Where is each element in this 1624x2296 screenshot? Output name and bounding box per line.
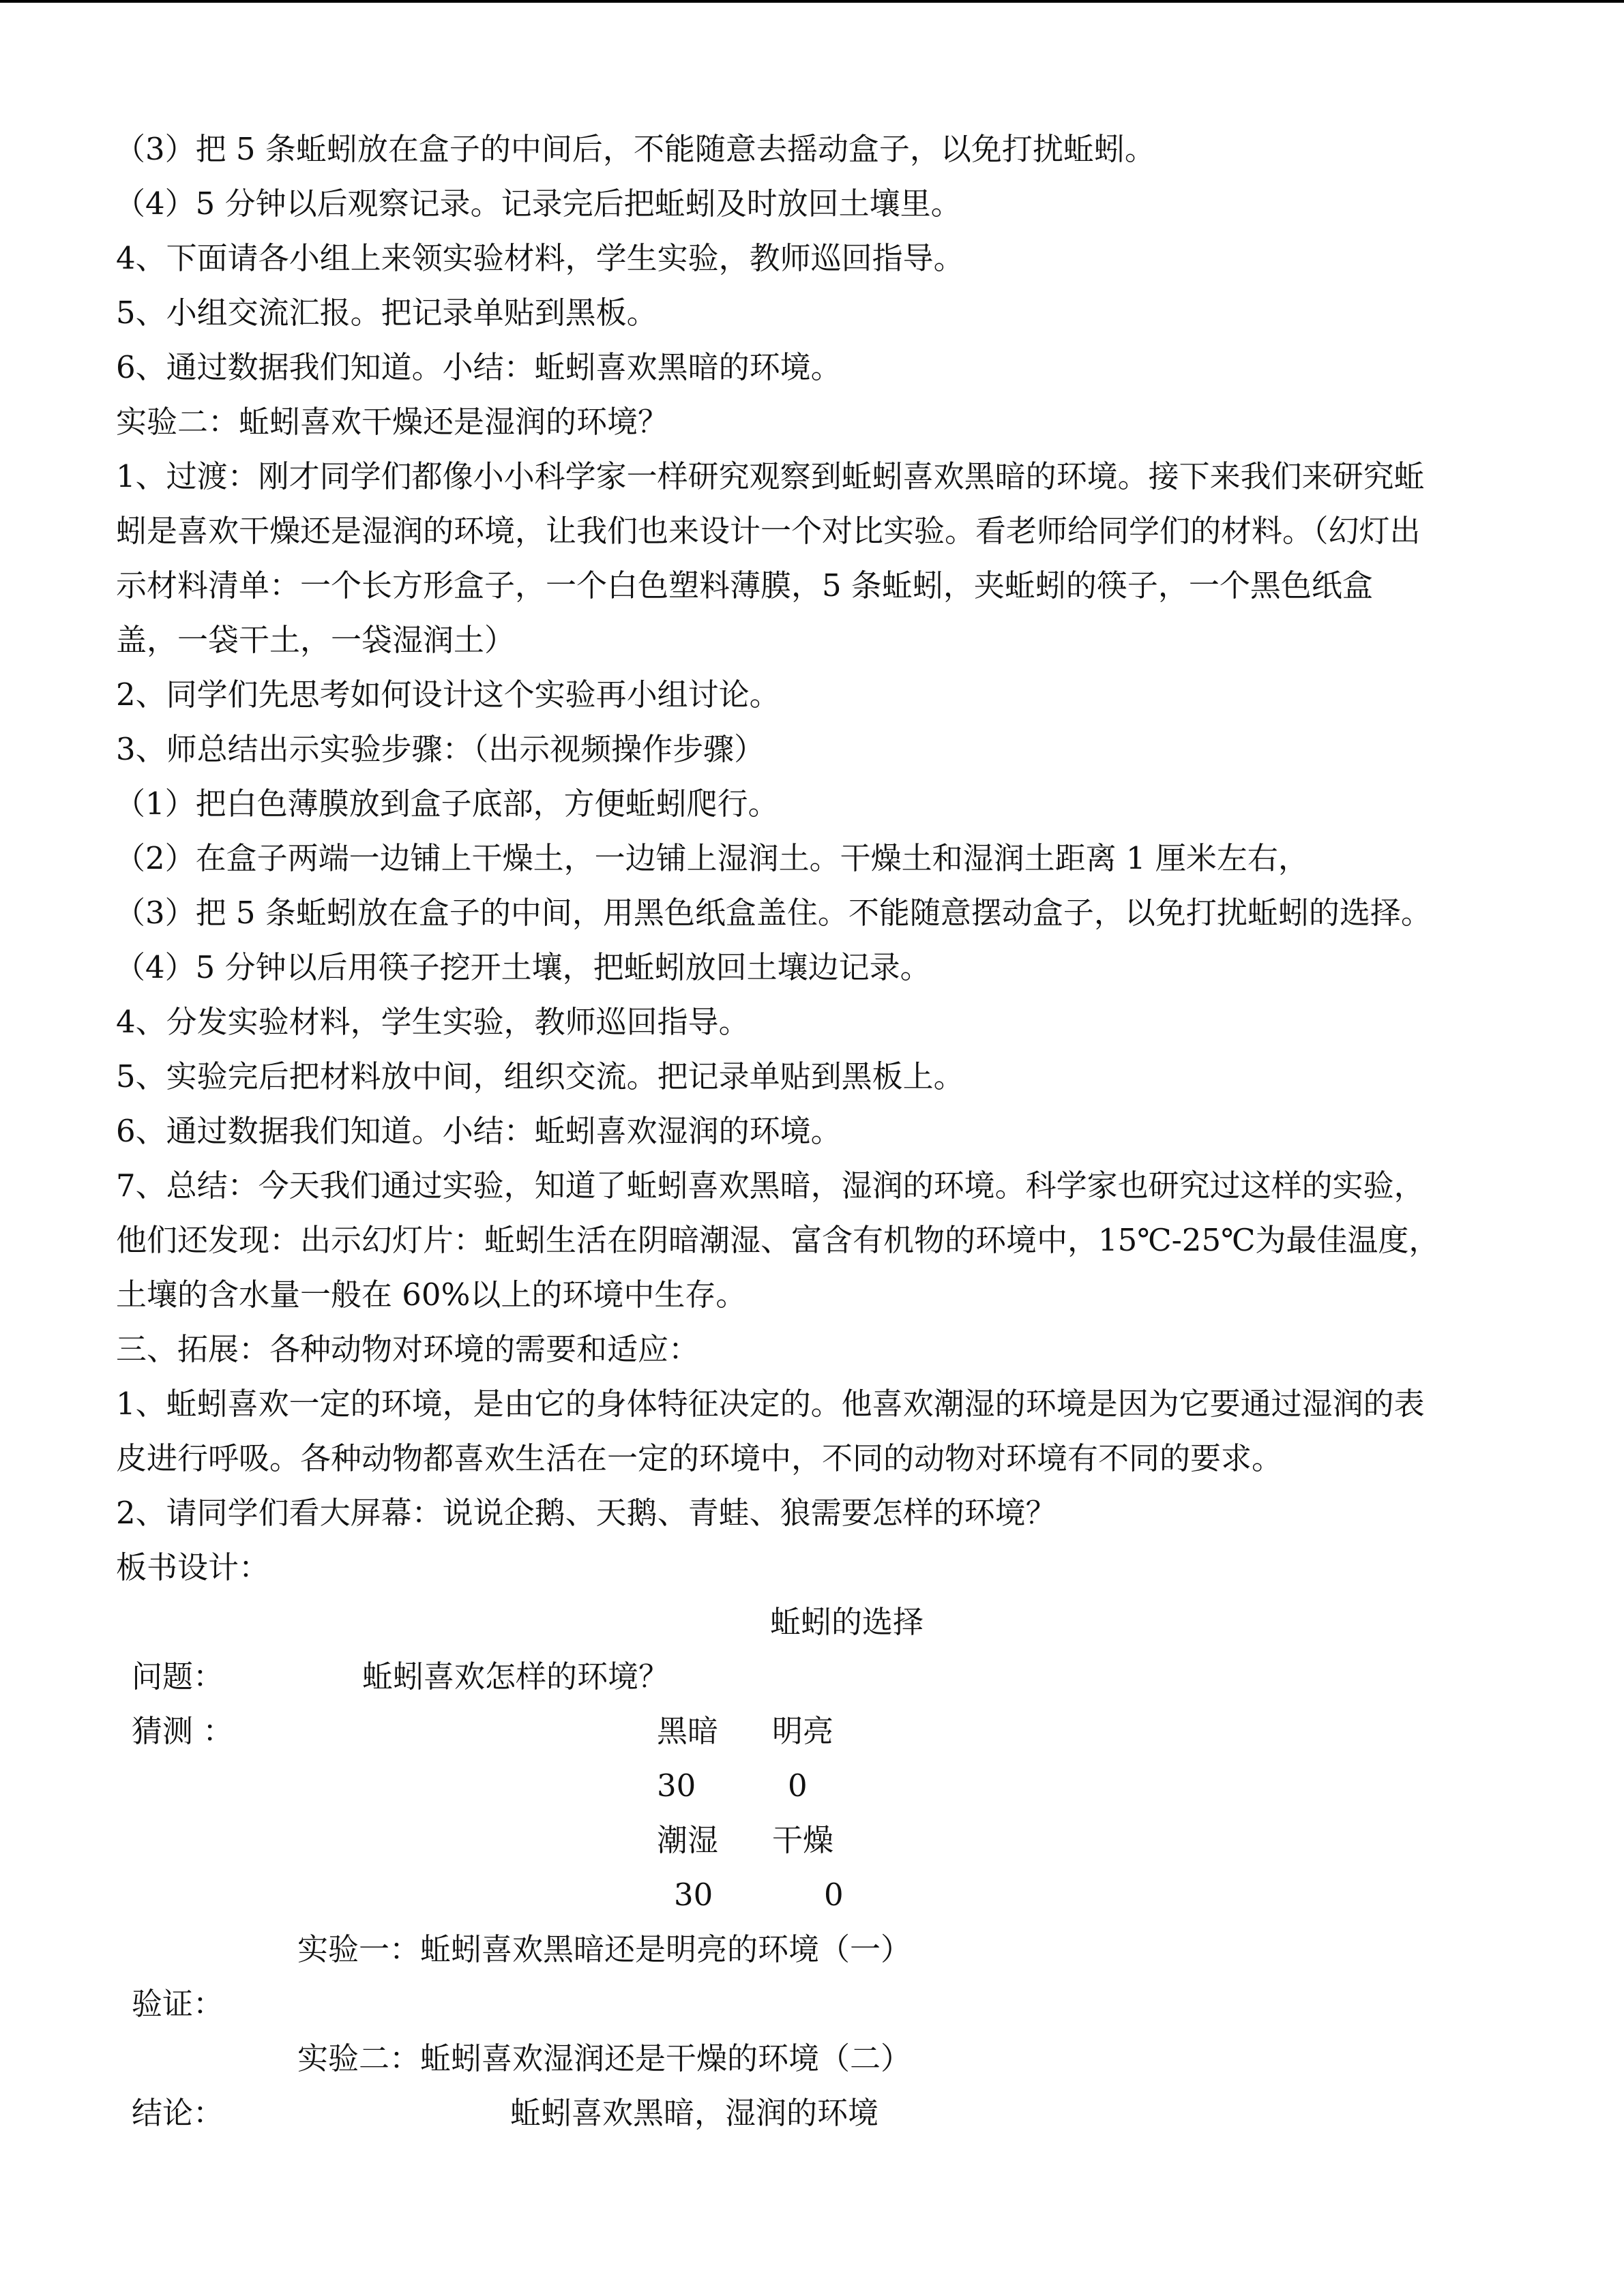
heading-extension: 三、拓展：各种动物对环境的需要和适应：	[116, 1331, 700, 1367]
step-3-release-worms: （3）把 5 条蚯蚓放在盒子的中间后，不能随意去摇动盒子，以免打扰蚯蚓。	[115, 131, 1155, 167]
para-teacher-steps: 3、师总结出示实验步骤：（出示视频操作步骤）	[116, 731, 765, 767]
para-conclusion-1: 7、总结：今天我们通过实验，知道了蚯蚓喜欢黑暗，湿润的环境。科学家也研究过这样的实验，	[116, 1167, 1425, 1204]
heading-board-design: 板书设计：	[116, 1549, 270, 1585]
experiment-two: 实验二：蚯蚓喜欢湿润还是干燥的环境（二）	[297, 2040, 912, 2076]
para-transition-4: 盖，一袋干土，一袋湿润土）	[116, 622, 516, 658]
guess-dry: 干燥	[772, 1822, 834, 1858]
para-distribute-materials: 4、下面请各小组上来领实验材料，学生实验，教师巡回指导。	[116, 240, 964, 276]
para-conclusion-2: 他们还发现：出示幻灯片：蚯蚓生活在阴暗潮湿、富含有机物的环境中，15℃-25℃为最佳温度，	[116, 1222, 1440, 1258]
dry-count: 0	[824, 1877, 844, 1913]
para-conclusion-3: 土壤的含水量一般在 60%以上的环境中生存。	[116, 1277, 747, 1313]
para-extension-3: 2、请同学们看大屏幕：说说企鹅、天鹅、青蛙、狼需要怎样的环境？	[116, 1495, 1057, 1531]
page-top-border	[0, 0, 1624, 3]
bright-count: 0	[788, 1768, 808, 1804]
guess-bright: 明亮	[772, 1713, 834, 1749]
step-4-dig-record: （4）5 分钟以后用筷子挖开土壤，把蚯蚓放回土壤边记录。	[115, 949, 931, 985]
conclusion-text: 蚯蚓喜欢黑暗，湿润的环境	[510, 2095, 879, 2131]
guess-label: 猜测 ：	[132, 1713, 234, 1749]
para-transition-1: 1、过渡：刚才同学们都像小小科学家一样研究观察到蚯蚓喜欢黑暗的环境。接下来我们来研究蚯	[116, 458, 1425, 494]
heading-experiment-two: 实验二：蚯蚓喜欢干燥还是湿润的环境？	[116, 404, 669, 440]
wet-count: 30	[674, 1877, 713, 1913]
dark-count: 30	[657, 1768, 696, 1804]
para-exchange: 5、实验完后把材料放中间，组织交流。把记录单贴到黑板上。	[116, 1058, 964, 1094]
para-design-discussion: 2、同学们先思考如何设计这个实验再小组讨论。	[116, 676, 780, 713]
step-4-observe-record: （4）5 分钟以后观察记录。记录完后把蚯蚓及时放回土壤里。	[115, 185, 962, 222]
para-extension-2: 皮进行呼吸。各种动物都喜欢生活在一定的环境中，不同的动物对环境有不同的要求。	[116, 1440, 1283, 1476]
question-text: 蚯蚓喜欢怎样的环境？	[362, 1658, 670, 1695]
verify-label: 验证：	[132, 1986, 224, 2022]
para-extension-1: 1、蚯蚓喜欢一定的环境，是由它的身体特征决定的。他喜欢潮湿的环境是因为它要通过湿润的表	[116, 1386, 1425, 1422]
para-experiment-materials: 4、分发实验材料，学生实验，教师巡回指导。	[116, 1004, 750, 1040]
para-transition-3: 示材料清单：一个长方形盒子，一个白色塑料薄膜，5 条蚯蚓，夹蚯蚓的筷子，一个黑色纸盒	[116, 567, 1373, 603]
board-title: 蚯蚓的选择	[770, 1604, 924, 1640]
step-2-soil: （2）在盒子两端一边铺上干燥土，一边铺上湿润土。干燥土和湿润土距离 1 厘米左右，	[115, 840, 1309, 876]
guess-dark: 黑暗	[657, 1713, 719, 1749]
question-label: 问题：	[132, 1658, 224, 1695]
para-group-report: 5、小组交流汇报。把记录单贴到黑板。	[116, 295, 658, 331]
para-transition-2: 蚓是喜欢干燥还是湿润的环境，让我们也来设计一个对比实验。看老师给同学们的材料。（幻灯出	[116, 513, 1421, 549]
experiment-one: 实验一：蚯蚓喜欢黑暗还是明亮的环境（一）	[297, 1931, 912, 1967]
guess-wet: 潮湿	[657, 1822, 719, 1858]
conclusion-label: 结论：	[132, 2095, 224, 2131]
step-1-film: （1）把白色薄膜放到盒子底部，方便蚯蚓爬行。	[115, 786, 779, 822]
para-summary-dark: 6、通过数据我们知道。小结：蚯蚓喜欢黑暗的环境。	[116, 349, 842, 385]
step-3-cover: （3）把 5 条蚯蚓放在盒子的中间，用黑色纸盒盖住。不能随意摆动盒子，以免打扰蚯蚓的选择。	[115, 895, 1432, 931]
para-summary-wet: 6、通过数据我们知道。小结：蚯蚓喜欢湿润的环境。	[116, 1113, 842, 1149]
